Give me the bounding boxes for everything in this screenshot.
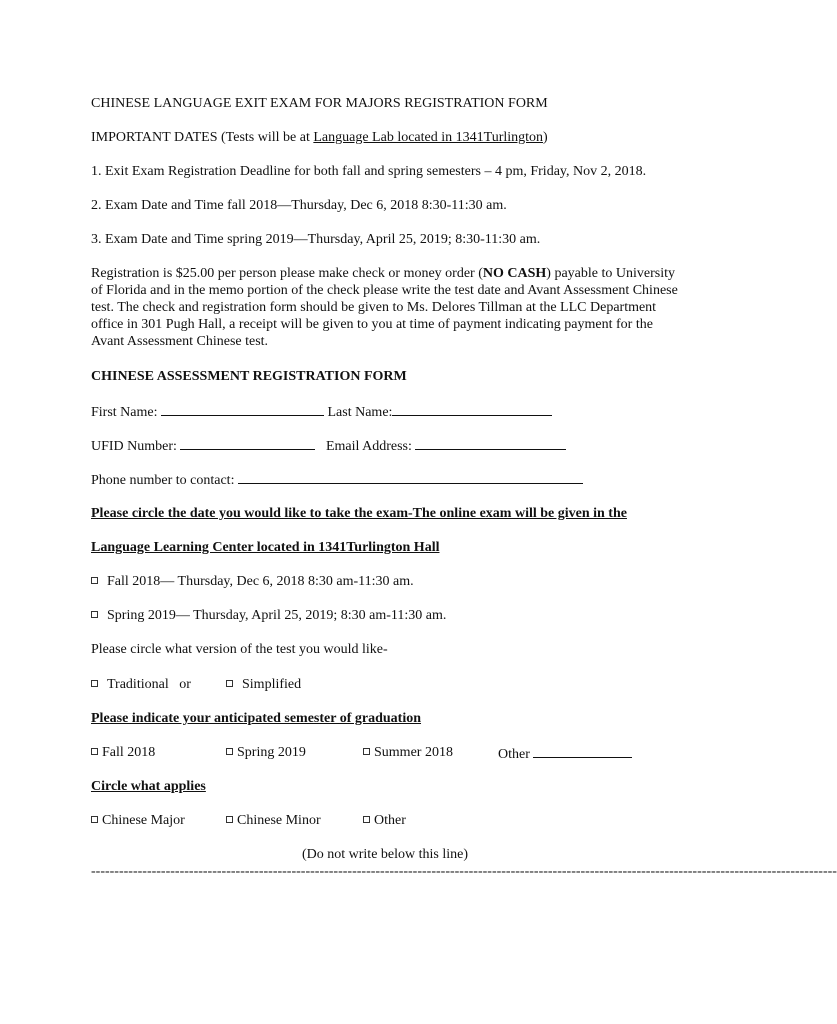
graduation-other-label: Other — [498, 747, 530, 762]
checkbox-icon — [91, 816, 98, 823]
phone-field[interactable] — [238, 470, 583, 484]
first-name-label: First Name: — [91, 405, 158, 420]
graduation-option-spring-2019[interactable] — [226, 744, 306, 761]
checkbox-icon — [363, 816, 370, 823]
first-name-field[interactable] — [161, 402, 324, 416]
phone-row — [91, 470, 583, 489]
registration-paragraph — [91, 265, 679, 350]
checkbox-icon — [226, 816, 233, 823]
applies-heading: Circle what applies — [91, 779, 206, 794]
version-prompt: Please circle what version of the test you would like- — [91, 642, 388, 657]
cut-line-divider: ---------------------------------------------------------------------------------------------------------------------------------------------------------------- — [91, 864, 837, 879]
circle-date-heading-1: Please circle the date you would like to take the exam-The online exam will be given in the — [91, 506, 627, 521]
applies-option-label: Chinese Minor — [237, 813, 321, 828]
graduation-option-label: Summer 2018 — [374, 745, 453, 760]
email-label: Email Address: — [325, 439, 412, 454]
language-lab-location: Language Lab located in 1341Turlington — [313, 130, 544, 145]
checkbox-icon — [226, 748, 233, 755]
ufid-email-row — [91, 436, 566, 455]
applies-option-label: Chinese Major — [102, 813, 185, 828]
last-name-label: Last Name: — [327, 405, 393, 420]
registration-text-2: ) payable to University of Florida and in the memo portion of the check please write the test date and Avant Assessment Chinese test. The check and registration form should be given to Ms. Delores Tillman at the LLC Department office in 301 Pugh Hall, a receipt will be given to you at time of payment indicating payment for the Avant Assessment Chinese test. — [91, 266, 678, 349]
graduation-option-label: Fall 2018 — [102, 745, 156, 760]
applies-option-other[interactable] — [363, 812, 406, 829]
last-name-field[interactable] — [392, 402, 552, 416]
version-option-simplified[interactable] — [226, 676, 301, 693]
no-cash-note: NO CASH — [482, 266, 547, 281]
applies-option-label: Other — [374, 813, 406, 828]
form-title: CHINESE LANGUAGE EXIT EXAM FOR MAJORS REGISTRATION FORM — [91, 96, 548, 111]
exam-option-label: Fall 2018— Thursday, Dec 6, 2018 8:30 am-11:30 am. — [107, 574, 414, 589]
exam-option-fall-2018[interactable] — [91, 573, 414, 590]
assessment-heading: CHINESE ASSESSMENT REGISTRATION FORM — [91, 369, 407, 384]
graduation-option-other[interactable] — [498, 744, 632, 763]
registration-deadline: 1. Exit Exam Registration Deadline for both fall and spring semesters – 4 pm, Friday, Nov 2, 2018. — [91, 164, 647, 179]
do-not-write-note: (Do not write below this line) — [301, 847, 469, 862]
name-row — [91, 402, 552, 421]
checkbox-icon — [363, 748, 370, 755]
circle-date-heading-2: Language Learning Center located in 1341Turlington Hall — [91, 540, 440, 555]
graduation-other-field[interactable] — [533, 744, 632, 758]
applies-option-chinese-major[interactable] — [91, 812, 185, 829]
checkbox-icon — [226, 680, 233, 687]
fall-exam-date: 2. Exam Date and Time fall 2018—Thursday, Dec 6, 2018 8:30-11:30 am. — [91, 198, 507, 213]
phone-label: Phone number to contact: — [91, 473, 235, 488]
graduation-option-summer-2018[interactable] — [363, 744, 453, 761]
graduation-option-fall-2018[interactable] — [91, 744, 155, 761]
ufid-field[interactable] — [180, 436, 315, 450]
ufid-label: UFID Number: — [91, 439, 177, 454]
important-dates-prefix: IMPORTANT DATES (Tests will be at — [91, 130, 314, 145]
checkbox-icon — [91, 611, 98, 618]
exam-option-label: Spring 2019— Thursday, April 25, 2019; 8:30 am-11:30 am. — [107, 608, 447, 623]
exam-option-spring-2019[interactable] — [91, 607, 446, 624]
registration-text-1: Registration is $25.00 per person please make check or money order ( — [91, 266, 483, 281]
version-option-traditional[interactable] — [91, 676, 191, 693]
version-option-label: Traditional or — [107, 677, 191, 692]
graduation-heading: Please indicate your anticipated semester of graduation — [91, 711, 422, 726]
graduation-option-label: Spring 2019 — [237, 745, 306, 760]
spring-exam-date: 3. Exam Date and Time spring 2019—Thursday, April 25, 2019; 8:30-11:30 am. — [91, 232, 541, 247]
checkbox-icon — [91, 748, 98, 755]
checkbox-icon — [91, 577, 98, 584]
important-dates-suffix: ) — [543, 130, 548, 145]
version-option-label: Simplified — [242, 677, 302, 692]
applies-option-chinese-minor[interactable] — [226, 812, 321, 829]
important-dates-line — [91, 129, 548, 146]
email-field[interactable] — [415, 436, 566, 450]
checkbox-icon — [91, 680, 98, 687]
